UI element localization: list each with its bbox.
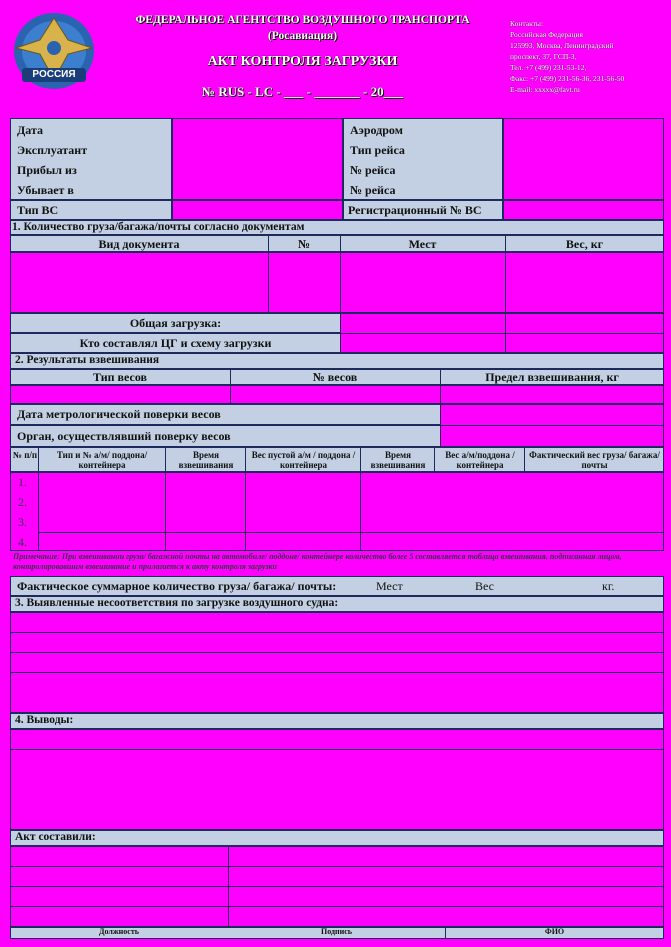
s2-weigh-body[interactable] — [10, 472, 664, 551]
s1-col-places: Мест — [408, 237, 437, 251]
s2-col-scale-no: № весов — [312, 370, 358, 384]
s3-body[interactable] — [10, 612, 664, 713]
s2-row-no: 3. — [18, 515, 27, 529]
agency-name: ФЕДЕРАЛЬНОЕ АГЕНТСТВО ВОЗДУШНОГО ТРАНСПОРТА — [135, 14, 470, 26]
info-left-values[interactable] — [172, 118, 343, 200]
contacts-line: 125993, Москва, Ленинградский — [510, 41, 614, 50]
registration-label: Регистрационный № ВС — [348, 203, 482, 217]
s2-col-actual: Фактический вес груза/ багажа/ почты — [529, 450, 660, 470]
operator-label: Эксплуатант — [17, 143, 88, 157]
contacts-block — [510, 18, 670, 95]
s2-places-label: Мест — [376, 579, 403, 593]
s2-col-type: Тип и № а/м/ поддона/ контейнера — [56, 450, 148, 470]
s2-row-no: 4. — [18, 535, 27, 549]
sig-position-label: Должность — [98, 927, 139, 936]
s2-col-limit: Предел взвешивания, кг — [485, 370, 619, 384]
sig-name-label: ФИО — [544, 927, 565, 936]
doc-title: АКТ КОНТРОЛЯ ЗАГРУЗКИ — [207, 54, 398, 69]
s2-col-time1: Время взвешивания — [178, 450, 234, 470]
s1-col-doc: Вид документа — [98, 237, 180, 251]
s4-body[interactable] — [10, 729, 664, 830]
aerodrome-label: Аэродром — [350, 123, 403, 137]
signatures-header — [10, 830, 664, 846]
s1-who-label: Кто составлял ЦГ и схему загрузки — [79, 336, 272, 350]
flight-type-label: Тип рейса — [350, 143, 405, 157]
s2-metro-org-label: Орган, осуществлявший поверку весов — [17, 429, 231, 443]
s1-col-no: № — [297, 237, 311, 251]
s2-col-weight: Вес а/м/поддона /контейнера — [445, 450, 515, 470]
aircraft-type-value[interactable] — [172, 200, 343, 220]
section4-header — [10, 713, 664, 729]
s2-row-no: 1. — [18, 475, 27, 489]
s2-kg-label: кг. — [602, 579, 615, 593]
s2-metro-date-label: Дата метрологической поверки весов — [17, 407, 221, 421]
arrived-from-label: Прибыл из — [17, 163, 77, 177]
info-right-values[interactable] — [503, 118, 664, 200]
signatures-title: Акт составили: — [15, 831, 96, 843]
sig-signature-label: Подпись — [320, 927, 353, 936]
s2-col-time2: Время взвешивания — [370, 450, 426, 470]
doc-number: № RUS - LC - ___ - _______ - 20___ — [201, 84, 404, 99]
s2-col-empty-weight: Вес пустой а/м / поддона /контейнера — [251, 450, 356, 470]
s2-col-scale-type: Тип весов — [93, 370, 147, 384]
agency-short: (Росавиация) — [267, 30, 338, 42]
logo — [10, 10, 98, 92]
section2-title: 2. Результаты взвешивания — [15, 354, 160, 366]
s2-col-no: № п/п — [12, 450, 38, 460]
s2-weight-label: Вес — [475, 579, 494, 593]
contacts-line: Тел. +7 (499) 231-53-12, — [510, 63, 587, 72]
flight-no-label-2: № рейса — [350, 183, 396, 197]
s1-col-weight: Вес, кг — [565, 237, 604, 251]
contacts-title: Контакты: — [510, 19, 544, 28]
contacts-line: Российская Федерация — [510, 30, 583, 39]
contacts-line: проспект, 37, ГСП-3, — [510, 52, 577, 61]
section4-title: 4. Выводы: — [15, 714, 74, 726]
flight-no-label-1: № рейса — [350, 163, 396, 177]
section3-title: 3. Выявленные несоответствия по загрузке воздушного судна: — [15, 597, 339, 609]
s2-row-no: 2. — [18, 495, 27, 509]
s2-scale-values[interactable] — [10, 385, 664, 404]
s2-actual-total-label: Фактическое суммарное количество груза/ багажа/ почты: — [17, 579, 337, 593]
date-label: Дата — [17, 123, 43, 137]
contacts-line: Факс: +7 (499) 231-56-36, 231-56-50 — [510, 74, 625, 83]
logo-text: РОССИЯ — [32, 69, 76, 80]
contacts-line: E-mail: xxxxx@favt.ru — [510, 85, 580, 94]
s1-doc-body[interactable] — [10, 252, 664, 313]
s1-total-label: Общая загрузка: — [129, 316, 222, 330]
section1-title: 1. Количество груза/багажа/почты согласно документам — [12, 221, 305, 233]
aircraft-type-label: Тип ВС — [17, 203, 59, 217]
registration-value[interactable] — [503, 200, 664, 220]
s2-note: Примечание: При взвешивании груза/ багажной почты на автомобиле/ поддоне/ контейнере количество более 5 составляется таблица взвешивания, подписанная лицом, контролировавшим взвешивание и прилагается к акту контроля загрузки — [13, 552, 622, 571]
departs-to-label: Убывает в — [17, 183, 74, 197]
